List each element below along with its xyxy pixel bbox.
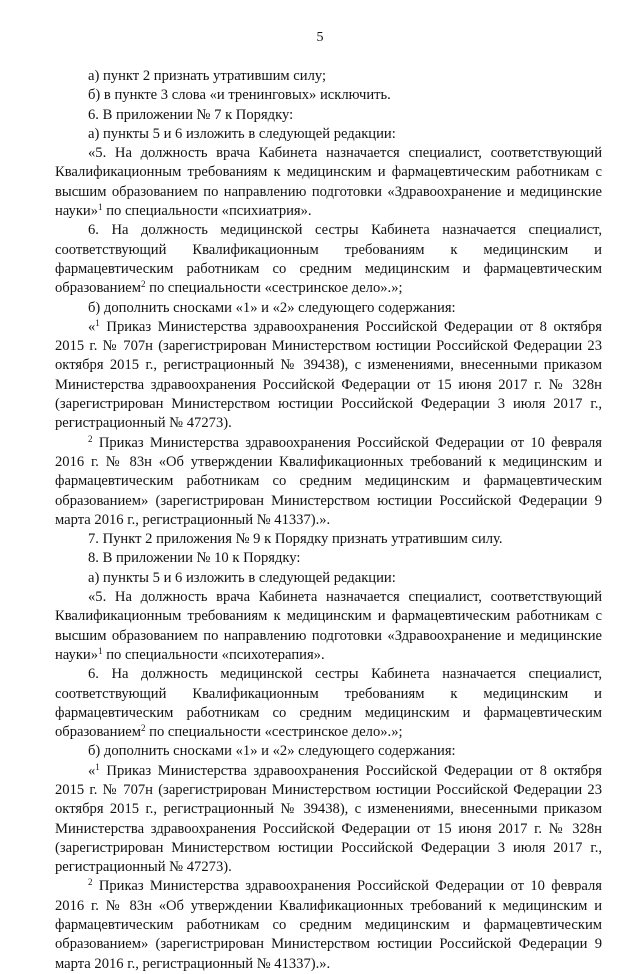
paragraph — [55, 299, 602, 318]
text-segment: Приказ Министерства здравоохранения Российской Федерации от 10 февраля 2016 г. № 83н «Об утверждении Квалификационных требований к медицинским и фармацевтическим работникам со средним медицинским и фармацевтическим образованием» (зарегистрирован Министерством юстиции Российской Федерации 9 марта 2016 г., регистрационный № 41337).». — [55, 878, 602, 972]
text-segment: по специальности «психотерапия». — [102, 646, 325, 663]
text-segment: б) в пункте 3 слова «и тренинговых» исключить. — [88, 87, 391, 104]
text-segment: «5. На должность врача Кабинета назначается специалист, соответствующий Квалификационным требованиям к медицинским и фармацевтическим работникам с высшим образованием по направлению подготовки «Здравоохранение и медицинские науки» — [55, 589, 602, 663]
text-segment: по специальности «сестринское дело».»; — [145, 724, 403, 741]
footnote-marker: 2 — [140, 279, 146, 290]
paragraph — [55, 549, 602, 568]
paragraph — [55, 588, 602, 665]
text-segment: б) дополнить сносками «1» и «2» следующего содержания: — [88, 299, 456, 316]
footnote-marker: 2 — [88, 433, 93, 444]
footnote-marker: 1 — [98, 645, 103, 656]
paragraph — [55, 125, 602, 144]
text-segment: « — [88, 762, 96, 779]
paragraph — [55, 434, 602, 530]
text-segment: 8. В приложении № 10 к Порядку: — [88, 550, 301, 567]
text-segment: б) дополнить сносками «1» и «2» следующего содержания: — [88, 743, 456, 760]
paragraph — [55, 221, 602, 298]
page-number: 5 — [316, 30, 324, 45]
footnote-marker: 1 — [95, 317, 100, 328]
footnote-marker: 2 — [140, 723, 146, 734]
paragraph — [55, 530, 602, 549]
text-segment: 6. На должность медицинской сестры Кабинета назначается специалист, соответствующий Квалификационным требованиям к медицинским и фармацевтическим работникам со средним медицинским и фармацевтическим образованием — [55, 222, 602, 297]
paragraph — [55, 877, 602, 973]
text-segment: а) пункт 2 признать утратившим силу; — [88, 68, 327, 84]
paragraph — [55, 144, 602, 221]
text-segment: по специальности «сестринское дело».»; — [145, 280, 403, 297]
paragraph — [55, 742, 602, 761]
footnote-marker: 2 — [88, 877, 93, 888]
paragraph — [55, 569, 602, 588]
text-segment: « — [88, 318, 96, 335]
paragraph — [55, 86, 602, 105]
footnote-marker: 1 — [98, 202, 103, 213]
text-segment: а) пункты 5 и 6 изложить в следующей редакции: — [88, 125, 396, 142]
text-segment: а) пункты 5 и 6 изложить в следующей редакции: — [88, 569, 396, 586]
text-segment: по специальности «психиатрия». — [102, 203, 312, 220]
text-segment: 6. В приложении № 7 к Порядку: — [88, 106, 294, 123]
text-segment: «5. На должность врача Кабинета назначается специалист, соответствующий Квалификационным требованиям к медицинским и фармацевтическим работникам с высшим образованием по направлению подготовки «Здравоохранение и медицинские науки» — [55, 145, 602, 220]
text-segment: 7. Пункт 2 приложения № 9 к Порядку признать утратившим силу. — [88, 531, 503, 548]
text-segment: Приказ Министерства здравоохранения Российской Федерации от 8 октября 2015 г. № 707н (зарегистрирован Министерством юстиции Российской Федерации 23 октября 2015 г., регистрационный № 39438), с изменениями, внесенными приказом Министерства здравоохранения Российской Федерации от 15 июня 2017 г. № 328н (зарегистрирован Министерством юстиции Российской Федерации 3 июля 2017 г., регистрационный № 47273). — [55, 318, 602, 432]
paragraph — [55, 665, 602, 742]
document-body — [55, 67, 602, 974]
text-segment: Приказ Министерства здравоохранения Российской Федерации от 8 октября 2015 г. № 707н (зарегистрирован Министерством юстиции Российской Федерации 23 октября 2015 г., регистрационный № 39438), с изменениями, внесенными приказом Министерства здравоохранения Российской Федерации от 15 июня 2017 г. № 328н (зарегистрирован Министерством юстиции Российской Федерации 3 июля 2017 г., регистрационный № 47273). — [55, 762, 602, 876]
text-segment: 6. На должность медицинской сестры Кабинета назначается специалист, соответствующий Квалификационным требованиям к медицинским и фармацевтическим работникам со средним медицинским и фармацевтическим образованием — [55, 666, 602, 741]
footnote-marker: 1 — [95, 761, 100, 772]
text-segment: Приказ Министерства здравоохранения Российской Федерации от 10 февраля 2016 г. № 83н «Об утверждении Квалификационных требований к медицинским и фармацевтическим работникам со средним медицинским и фармацевтическим образованием» (зарегистрирован Министерством юстиции Российской Федерации 9 марта 2016 г., регистрационный № 41337).». — [55, 434, 602, 528]
paragraph — [55, 67, 602, 86]
paragraph — [55, 106, 602, 125]
paragraph — [55, 762, 602, 878]
paragraph — [55, 318, 602, 434]
